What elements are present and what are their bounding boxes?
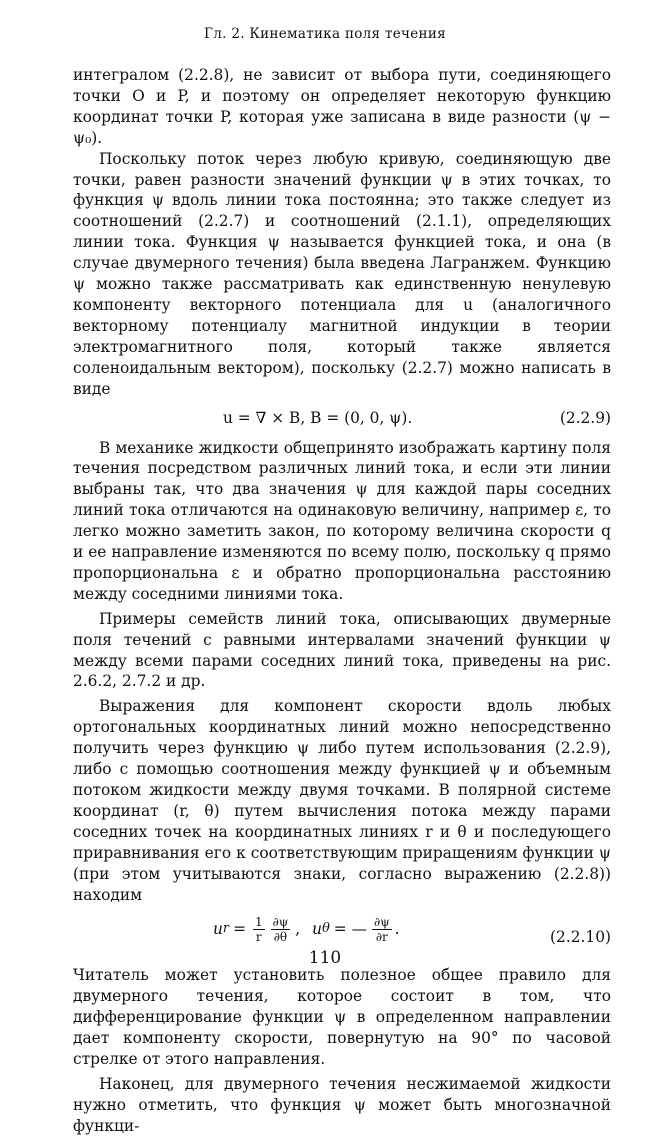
equals-minus-sign: = — [333,920,367,939]
paragraph-5: Выражения для компонент скорости вдоль любых ортогональных координатных линий можно непосредственно получить через функцию ψ либо путем использования (2.2.9), либо с помощью соотношения между функцией ψ и объемным потоком жидкости между двумя точками. В полярной системе координат (r, θ) путем вычисления потока между парами соседних точек на координатных линиях r и θ и последующего приравнивания его к соответствующим приращениям функции ψ (при этом учитываются знаки, согласно выражению (2.2.8)) находим [73,697,611,904]
equation-2-2-10-formula [213,915,400,944]
paragraph-2: Поскольку поток через любую кривую, соединяющую две точки, равен разности значений функции ψ в этих точках, то функция ψ вдоль линии тока постоянна; это также следует из соотношений (2.2.7) и соотношений (2.1.1), определяющих линии тока. Функция ψ называется функцией тока, и она (в случае двумерного течения) была введена Лагранжем. Функцию ψ можно также рассматривать как единственную ненулевую компоненту векторного потенциала для u (аналогичного векторному потенциалу магнитной индукции в теории электромагнитного поля, который также является соленоидальным вектором), поскольку (2.2.7) можно написать в виде [73,149,611,398]
fraction-dpsi-dr [372,915,392,944]
equation-period: . [394,920,400,939]
paragraph-7: Наконец, для двумерного течения несжимаемой жидкости нужно отметить, что функция ψ может быть многозначной функци- [73,1074,611,1135]
body-text [73,65,611,1137]
equation-2-2-10-number: (2.2.10) [550,928,611,947]
u-r-symbol: u [213,920,223,939]
running-header: Гл. 2. Кинематика поля течения [204,26,446,42]
u-theta-symbol: u [312,920,323,939]
fraction-one-over-r [253,915,265,944]
paragraph-1: интегралом (2.2.8), не зависит от выбора пути, соединяющего точки O и P, и поэтому он определяет некоторую функцию координат точки P, которая уже записана в виде разности (ψ − ψ₀). [73,66,611,147]
fraction-dpsi-dr-numerator: ∂ψ [373,915,390,930]
fraction-one-over-r-denominator: r [255,930,262,945]
equation-comma: , [295,920,301,939]
equation-2-2-9-formula: u = ∇ × B, B = (0, 0, ψ). [223,408,413,427]
equation-2-2-9 [73,402,611,432]
fraction-dpsi-dtheta [271,915,291,944]
paragraph-4: Примеры семейств линий тока, описывающих двумерные поля течений с равными интервалами значений функции ψ между всеми парами соседних линий тока, приведены на рис. 2.6.2, 2.7.2 и др. [73,609,611,691]
equals-sign: = [233,920,246,939]
paragraph-3: В механике жидкости общепринято изображать картину поля течения посредством различных линий тока, и если эти линии выбраны так, что два значения ψ для каждой пары соседних линий тока отличаются на одинаковую величину, например ε, то легко можно заметить закон, по которому величина скорости q и ее направление изменяются по всему полю, поскольку q прямо пропорциональна ε и обратно пропорциональна расстоянию между соседними линиями тока. [73,438,611,603]
fraction-dpsi-dr-denominator: ∂r [375,930,388,945]
fraction-dpsi-dtheta-numerator: ∂ψ [272,915,289,930]
u-theta-subscript: θ [322,921,330,937]
equation-2-2-9-number: (2.2.9) [559,408,611,427]
u-r-subscript: r [222,921,230,937]
fraction-one-over-r-numerator: 1 [254,915,263,930]
page-number: 110 [308,948,342,968]
fraction-dpsi-dtheta-denominator: ∂θ [273,930,288,945]
paragraph-6: Читатель может установить полезное общее правило для двумерного течения, которое состоит в том, что дифференцирование функции ψ в определенном направлении дает компоненту скорости, повернутую на 90° по часовой стрелке от этого направления. [73,966,611,1069]
